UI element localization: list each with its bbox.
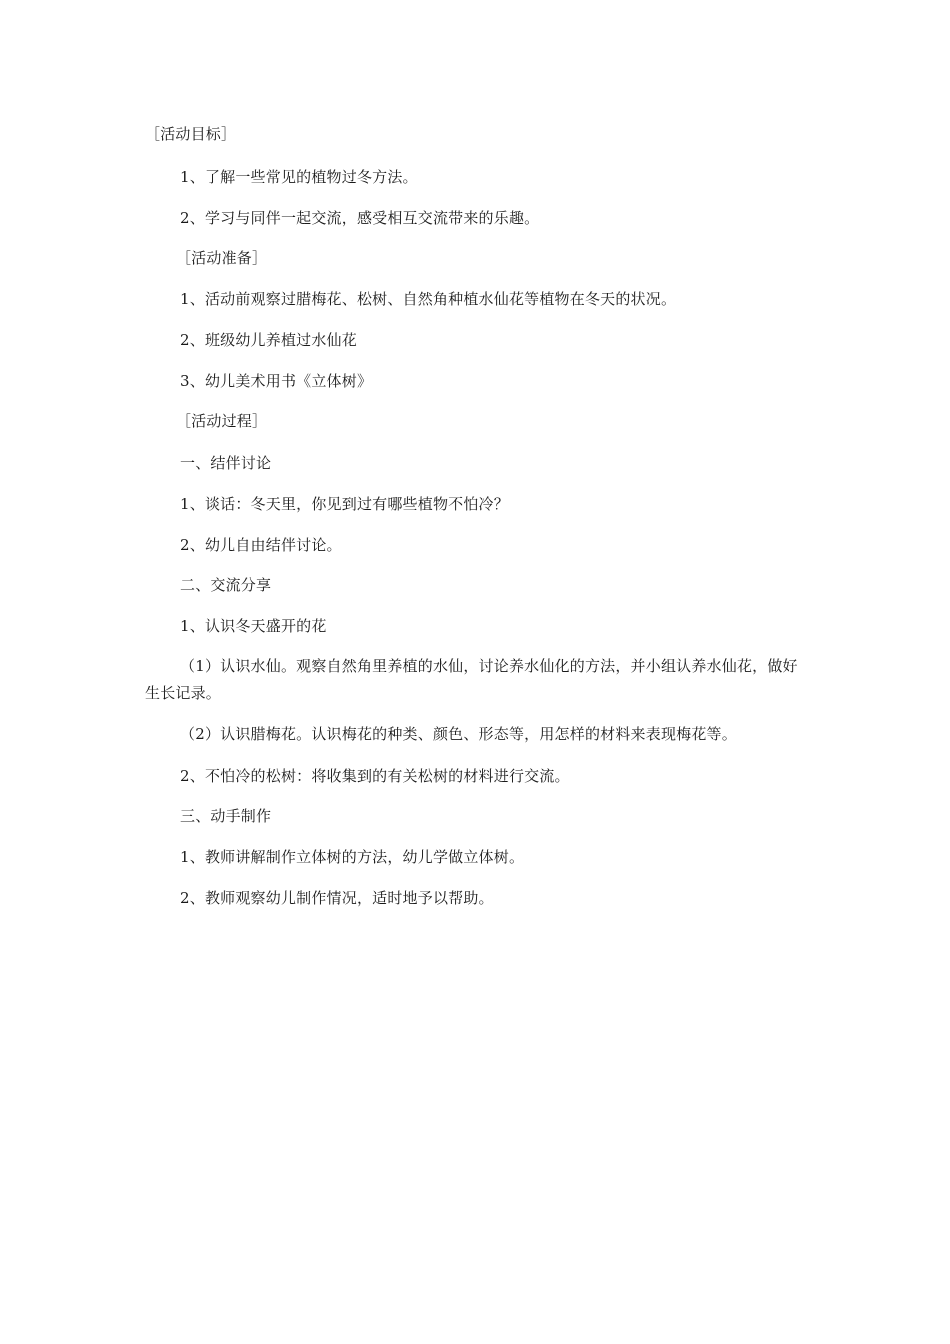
preparation-item-2: 2、班级幼儿养植过水仙花 [180, 331, 357, 349]
heading-activity-process: ［活动过程］ [176, 412, 268, 430]
section-1-item-1: 1、谈话：冬天里，你见到过有哪些植物不怕冷？ [180, 495, 509, 513]
preparation-item-3: 3、幼儿美术用书《立体树》 [180, 372, 373, 390]
section-3-item-1: 1、教师讲解制作立体树的方法，幼儿学做立体树。 [180, 848, 525, 866]
section-2-subitem-1: （1）认识水仙。观察自然角里养植的水仙，讨论养水仙化的方法，并小组认养水仙花，做好生长记录。 [145, 657, 798, 702]
section-2-item-2: 2、不怕冷的松树：将收集到的有关松树的材料进行交流。 [180, 767, 570, 785]
heading-activity-goals: ［活动目标］ [145, 125, 237, 143]
preparation-item-1: 1、活动前观察过腊梅花、松树、自然角种植水仙花等植物在冬天的状况。 [180, 290, 677, 308]
section-3-item-2: 2、教师观察幼儿制作情况，适时地予以帮助。 [180, 889, 494, 907]
section-1-title: 一、结伴讨论 [180, 454, 272, 472]
section-2-title: 二、交流分享 [180, 576, 272, 594]
heading-activity-preparation: ［活动准备］ [176, 249, 268, 267]
section-3-title: 三、动手制作 [180, 807, 272, 825]
goal-item-1: 1、了解一些常见的植物过冬方法。 [180, 168, 418, 186]
goal-item-2: 2、学习与同伴一起交流，感受相互交流带来的乐趣。 [180, 209, 540, 227]
section-2-item-1: 1、认识冬天盛开的花 [180, 617, 327, 635]
section-2-subitem-2: （2）认识腊梅花。认识梅花的种类、颜色、形态等，用怎样的材料来表现梅花等。 [180, 725, 737, 743]
section-1-item-2: 2、幼儿自由结伴讨论。 [180, 536, 342, 554]
